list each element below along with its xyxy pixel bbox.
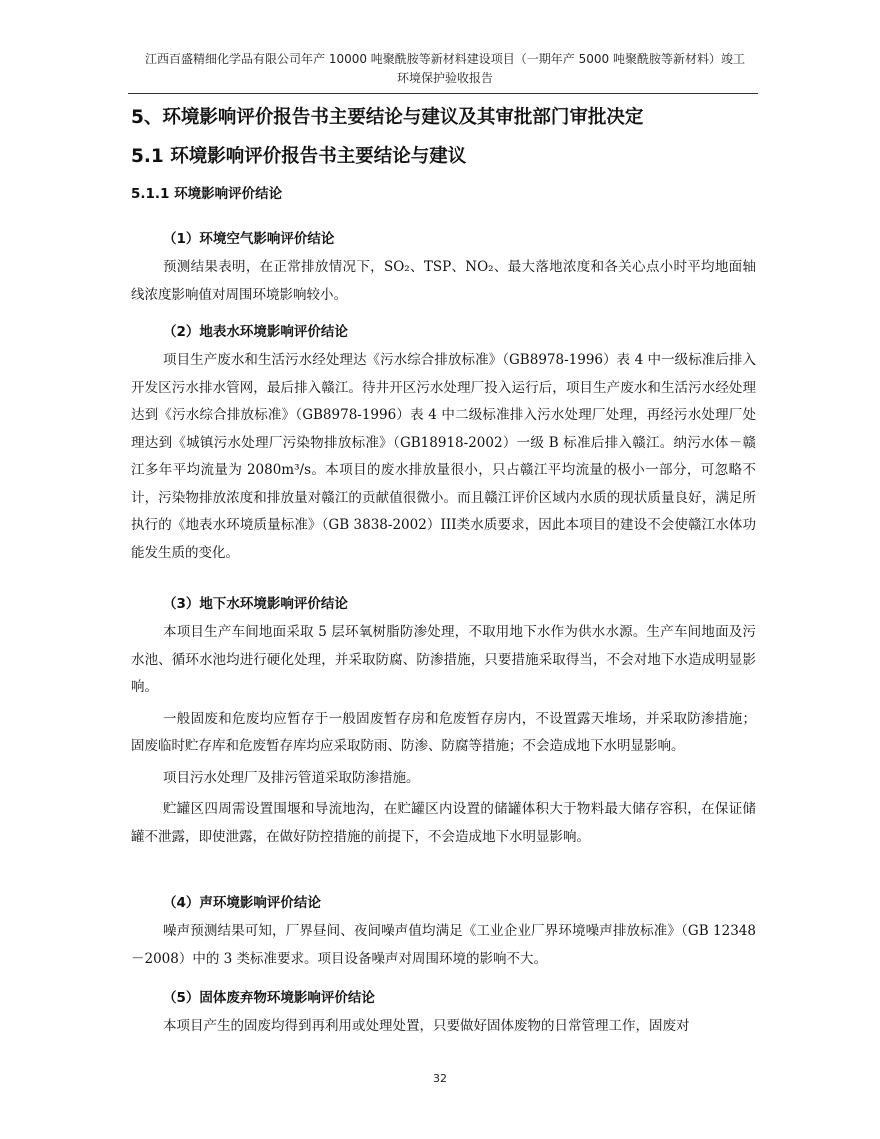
header-divider [128,93,758,94]
section-number: （3） [163,596,200,612]
section-title-text: 固体废弃物环境影响评价结论 [199,990,375,1006]
page-number: 32 [433,1072,447,1085]
section-title [131,594,756,614]
paragraph: 噪声预测结果可知，厂界昼间、夜间噪声值均满足《工业企业厂界环境噪声排放标准》（GB 12348－2008）中的 3 类标准要求。项目设备噪声对周围环境的影响不大。 [131,923,756,967]
section-title [131,988,756,1008]
section-number: （2） [163,324,200,340]
paragraph: 项目生产废水和生活污水经处理达《污水综合排放标准》（GB8978-1996）表 4 中一级标准后排入开发区污水排水管网，最后排入赣江。待井开区污水处理厂投入运行后，项目生产废水和生活污水经处理达到《污水综合排放标准》（GB8978-1996）表 4 中二级标准排入污水处理厂处理，再经污水处理厂处理达到《城镇污水处理厂污染物排放标准》（GB18918-2002）一级 B 标准后排入赣江。纳污水体－赣江多年平均流量为 2080m³/s。本项目的废水排放量很小，只占赣江平均流量的极小一部分，可忽略不计，污染物排放浓度和排放量对赣江的贡献值很微小。而且赣江评价区域内水质的现状质量良好，满足所执行的《地表水环境质量标准》（GB 3838-2002）III类水质要求，因此本项目的建设不会使赣江水体功能发生质的变化。 [131,352,756,561]
paragraph: 本项目生产车间地面采取 5 层环氧树脂防渗处理，不取用地下水作为供水水源。生产车间地面及污水池、循环水池均进行硬化处理，并采取防腐、防渗措施，只要措施采取得当，不会对地下水造成明显影响。 [131,624,756,695]
page-header [120,50,770,88]
section-number: （1） [163,231,200,247]
section-title-text: 环境空气影响评价结论 [199,231,335,247]
section-solid-waste [131,988,756,1041]
section-number: （5） [163,990,200,1006]
section-title [131,893,756,913]
subsection-heading: 5.1.1 环境影响评价结论 [131,186,283,202]
section-groundwater [131,594,756,851]
section-title-text: 地表水环境影响评价结论 [199,324,348,340]
section-title [131,322,756,342]
section-noise [131,893,756,973]
section-number: （4） [163,895,200,911]
section-air [131,229,756,309]
header-line-2: 环境保护验收报告 [396,71,493,85]
section-surface-water [131,322,756,567]
paragraph: 本项目产生的固废均得到再利用或处理处置，只要做好固体废物的日常管理工作，固废对 [163,1018,690,1034]
section-title-text: 声环境影响评价结论 [199,895,321,911]
paragraph: 贮罐区四周需设置围堰和导流地沟，在贮罐区内设置的储罐体积大于物料最大储存容积，在保证储罐不泄露，即使泄露，在做好防控措施的前提下，不会造成地下水明显影响。 [131,801,756,845]
header-line-1: 江西百盛精细化学品有限公司年产 10000 吨聚酰胺等新材料建设项目（一期年产 5000 吨聚酰胺等新材料）竣工 [145,52,745,66]
paragraph: 预测结果表明，在正常排放情况下，SO₂、TSP、NO₂、最大落地浓度和各关心点小时平均地面轴线浓度影响值对周围环境影响较小。 [131,259,756,303]
paragraph: 项目污水处理厂及排污管道采取防渗措施。 [163,769,420,786]
section-title-text: 地下水环境影响评价结论 [199,596,348,612]
section-title [131,229,756,249]
chapter-heading: 5、环境影响评价报告书主要结论与建议及其审批部门审批决定 [131,107,644,128]
section-heading: 5.1 环境影响评价报告书主要结论与建议 [131,146,467,167]
paragraph: 一般固废和危废均应暂存于一般固废暂存房和危废暂存房内，不设置露天堆场，并采取防渗措施；固废临时贮存库和危废暂存库均应采取防雨、防渗、防腐等措施；不会造成地下水明显影响。 [131,710,756,754]
